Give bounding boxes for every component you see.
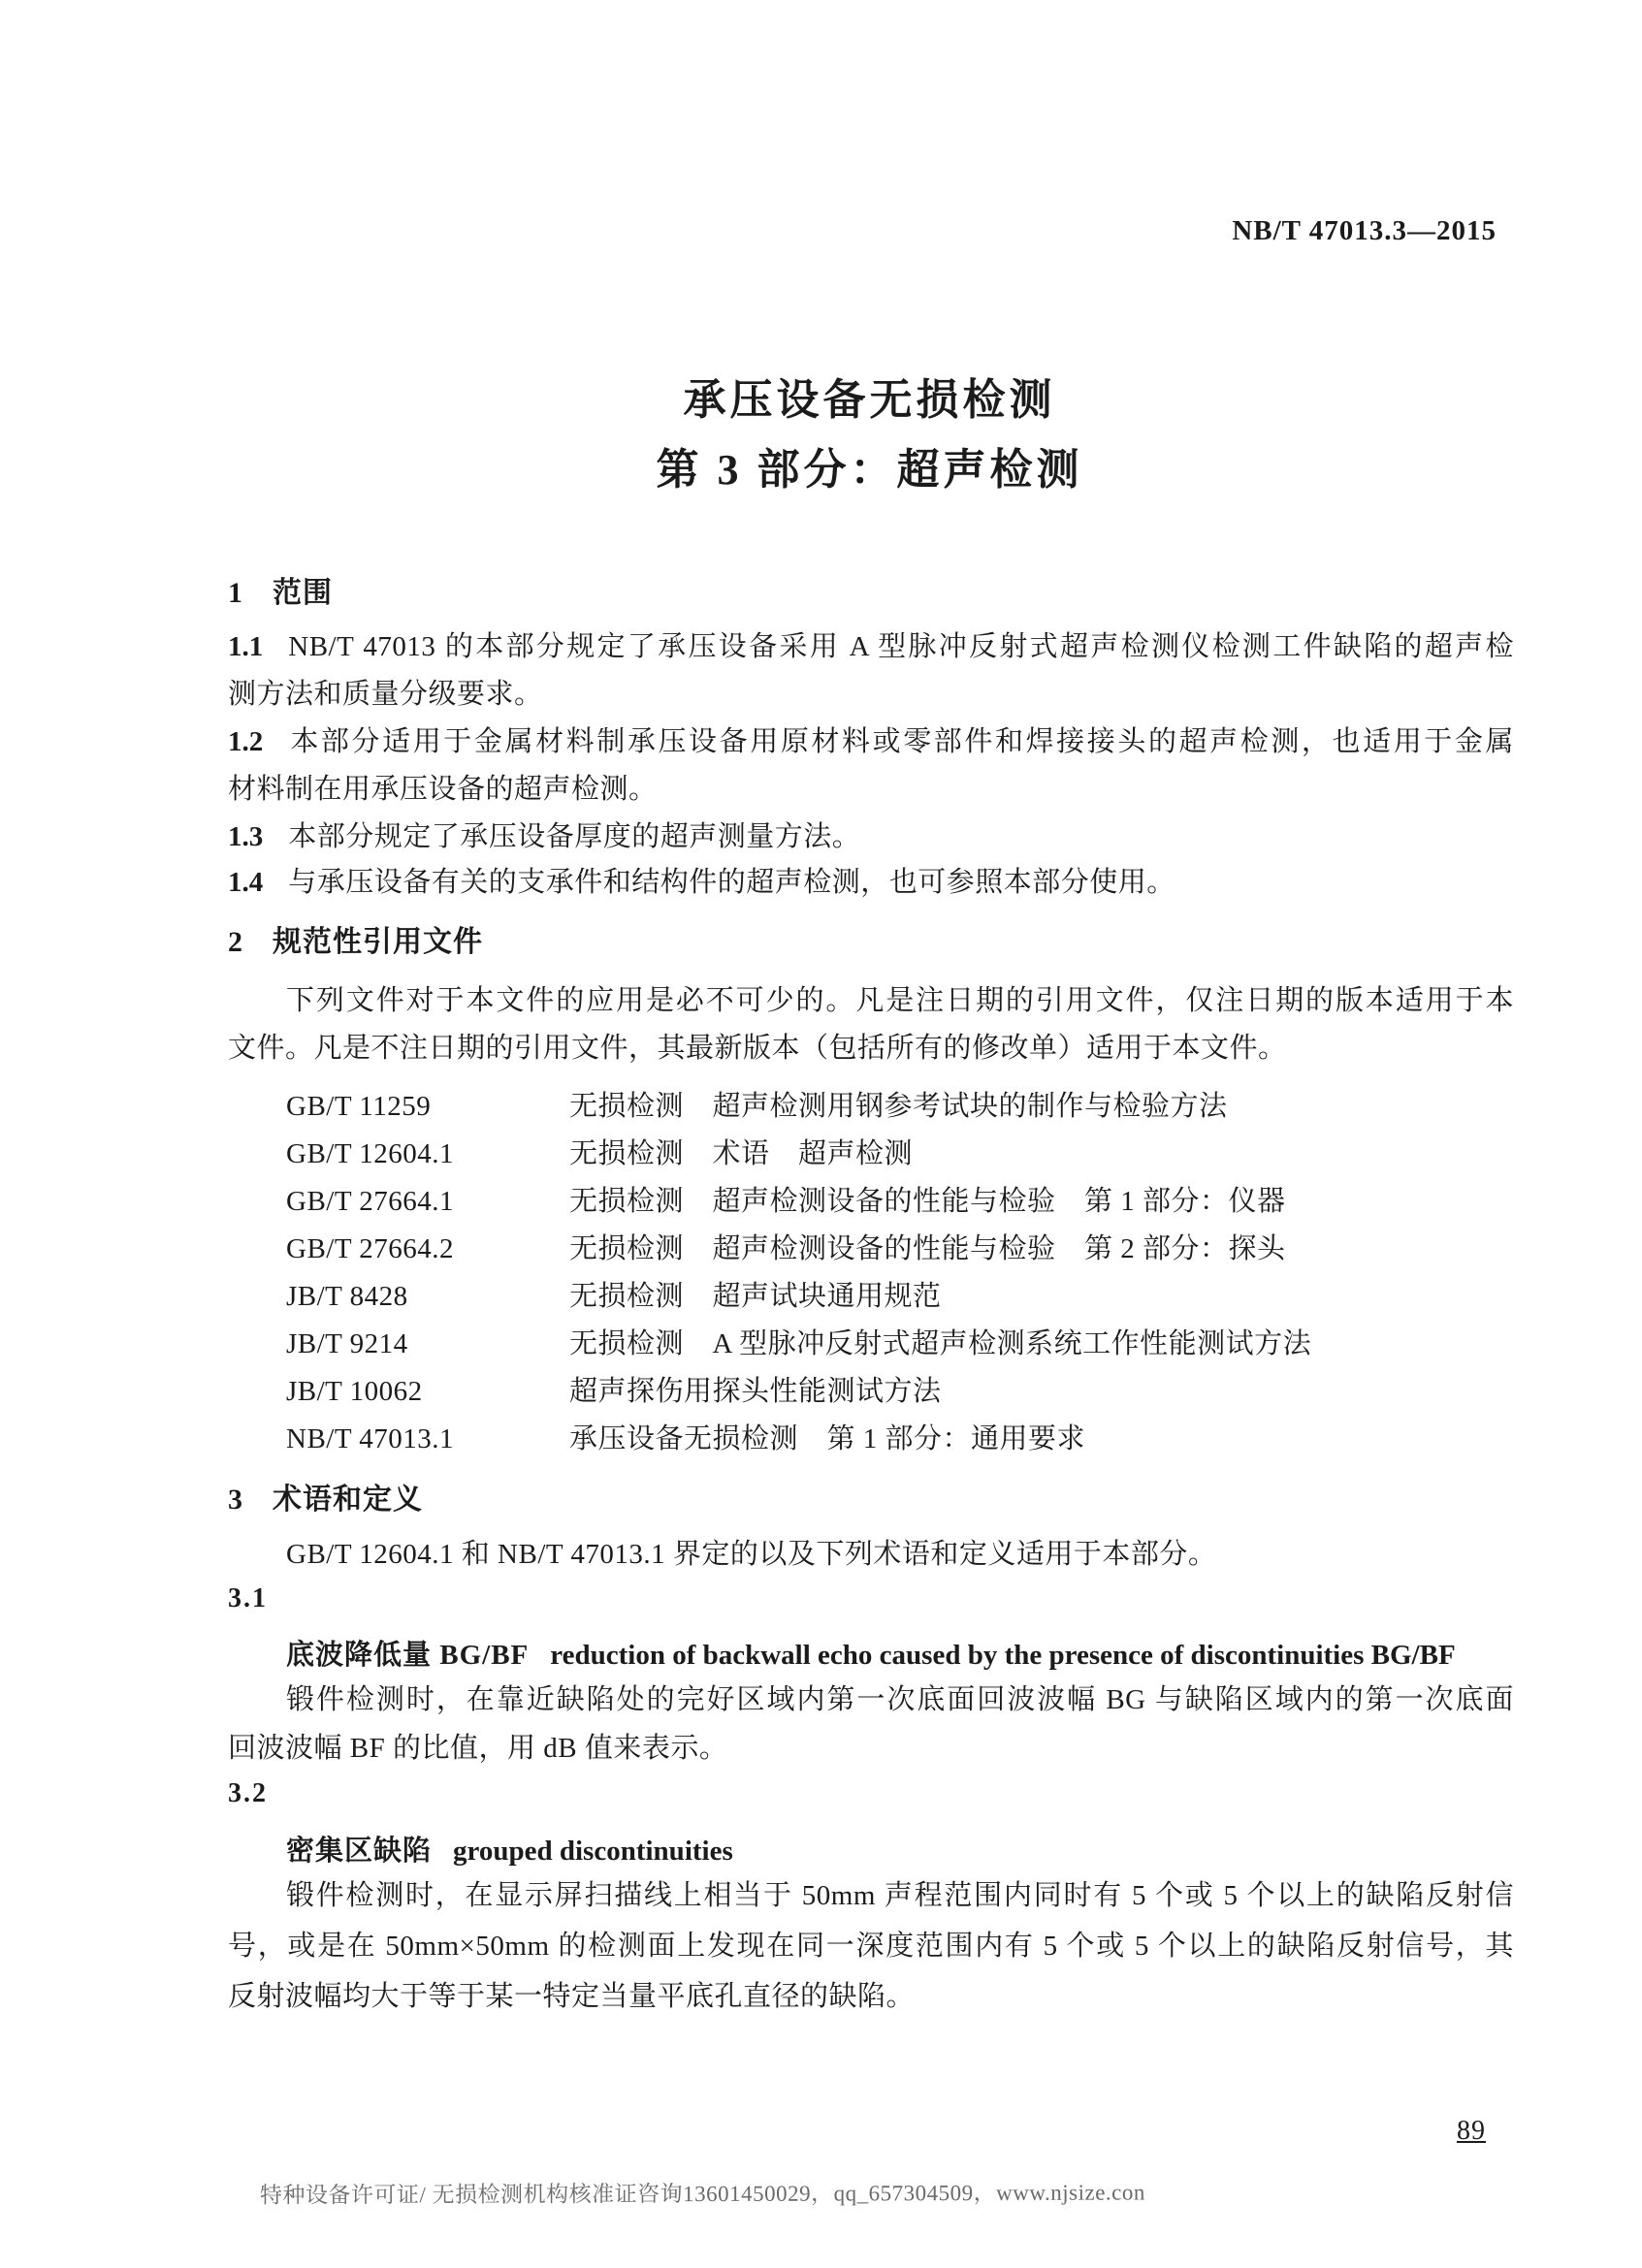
section-1-number: 1 bbox=[228, 577, 243, 609]
reference-title: 无损检测 超声试块通用规范 bbox=[569, 1281, 942, 1312]
term-3-2-number: 3.2 bbox=[228, 1778, 268, 1808]
clause-1-1-line-2: 测方法和质量分级要求。 bbox=[228, 679, 543, 710]
clause-1-1-number: 1.1 bbox=[228, 631, 264, 662]
reference-title: 无损检测 超声检测用钢参考试块的制作与检验方法 bbox=[569, 1091, 1228, 1122]
reference-code: JB/T 10062 bbox=[286, 1376, 423, 1407]
term-3-2-definition-line-1: 锻件检测时，在显示屏扫描线上相当于 50mm 声程范围内同时有 5 个或 5 个以上的缺陷反射信 bbox=[286, 1880, 1514, 1911]
term-3-2-definition-line-2: 号，或是在 50mm×50mm 的检测面上发现在同一深度范围内有 5 个或 5 个以上的缺陷反射信号，其 bbox=[228, 1931, 1514, 1962]
reference-code: GB/T 11259 bbox=[286, 1091, 432, 1122]
reference-title: 承压设备无损检测 第 1 部分：通用要求 bbox=[569, 1423, 1086, 1454]
reference-title: 超声探伤用探头性能测试方法 bbox=[569, 1376, 942, 1407]
term-3-2-title bbox=[286, 1829, 1514, 1873]
clause-1-2-line-2: 材料制在用承压设备的超声检测。 bbox=[228, 774, 658, 805]
clause-1-1-text: NB/T 47013 的本部分规定了承压设备采用 A 型脉冲反射式超声检测仪检测工件缺陷的超声检 bbox=[288, 631, 1514, 662]
reference-item bbox=[286, 1369, 1518, 1414]
clause-1-2-number: 1.2 bbox=[228, 726, 264, 757]
reference-code: JB/T 9214 bbox=[286, 1328, 408, 1359]
clause-1-3-number: 1.3 bbox=[228, 821, 264, 852]
reference-item bbox=[286, 1227, 1518, 1271]
reference-title: 无损检测 术语 超声检测 bbox=[569, 1138, 914, 1169]
reference-item bbox=[286, 1132, 1518, 1176]
section-3-heading bbox=[228, 1475, 423, 1517]
section-1-title: 范围 bbox=[273, 577, 333, 609]
section-3-title: 术语和定义 bbox=[273, 1484, 423, 1516]
term-3-1-title bbox=[286, 1633, 1514, 1677]
reference-item bbox=[286, 1274, 1518, 1319]
reference-item bbox=[286, 1417, 1518, 1461]
reference-item bbox=[286, 1322, 1518, 1366]
reference-code: GB/T 27664.1 bbox=[286, 1186, 455, 1217]
section-2-intro-line-2: 文件。凡是不注日期的引用文件，其最新版本（包括所有的修改单）适用于本文件。 bbox=[228, 1033, 1287, 1064]
reference-title: 无损检测 超声检测设备的性能与检验 第 1 部分：仪器 bbox=[569, 1186, 1286, 1217]
term-3-1-definition-line-1: 锻件检测时，在靠近缺陷处的完好区域内第一次底面回波波幅 BG 与缺陷区域内的第一次底面 bbox=[286, 1684, 1514, 1715]
clause-1-4-text: 与承压设备有关的支承件和结构件的超声检测，也可参照本部分使用。 bbox=[288, 867, 1175, 898]
standard-code: NB/T 47013.3—2015 bbox=[1232, 215, 1497, 246]
document-title: 承压设备无损检测 bbox=[683, 376, 1056, 424]
reference-code: JB/T 8428 bbox=[286, 1281, 408, 1312]
section-3-number: 3 bbox=[228, 1484, 243, 1516]
section-2-title: 规范性引用文件 bbox=[273, 926, 483, 958]
term-3-1-english: reduction of backwall echo caused by the presence of discontinuities BG/BF bbox=[550, 1640, 1456, 1671]
section-2-heading bbox=[228, 917, 483, 960]
section-1-heading bbox=[228, 568, 333, 611]
clause-1-2-line-1 bbox=[228, 723, 1514, 768]
reference-code: GB/T 12604.1 bbox=[286, 1138, 455, 1169]
reference-code: GB/T 27664.2 bbox=[286, 1233, 455, 1264]
term-3-1-chinese: 底波降低量 BG/BF bbox=[286, 1640, 530, 1671]
term-3-2-chinese: 密集区缺陷 bbox=[286, 1836, 433, 1867]
term-3-1-definition-line-2: 回波波幅 BF 的比值，用 dB 值来表示。 bbox=[228, 1733, 728, 1764]
section-2-intro-line-1: 下列文件对于本文件的应用是必不可少的。凡是注日期的引用文件，仅注日期的版本适用于本 bbox=[286, 985, 1514, 1016]
reference-item bbox=[286, 1179, 1518, 1224]
clause-1-3-text: 本部分规定了承压设备厚度的超声测量方法。 bbox=[288, 821, 861, 852]
clause-1-4-line-1 bbox=[228, 864, 1514, 909]
clause-1-1-line-1 bbox=[228, 628, 1514, 673]
page-number: 89 bbox=[1457, 2116, 1486, 2146]
reference-title: 无损检测 超声检测设备的性能与检验 第 2 部分：探头 bbox=[569, 1233, 1286, 1264]
term-3-1-number: 3.1 bbox=[228, 1583, 268, 1613]
section-3-intro: GB/T 12604.1 和 NB/T 47013.1 界定的以及下列术语和定义适用于本部分。 bbox=[286, 1539, 1217, 1570]
reference-title: 无损检测 A 型脉冲反射式超声检测系统工作性能测试方法 bbox=[569, 1328, 1312, 1359]
section-2-number: 2 bbox=[228, 926, 243, 958]
reference-code: NB/T 47013.1 bbox=[286, 1423, 455, 1454]
clause-1-3-line-1 bbox=[228, 818, 1514, 863]
term-3-2-english: grouped discontinuities bbox=[453, 1836, 733, 1867]
reference-item bbox=[286, 1084, 1518, 1129]
clause-1-2-text: 本部分适用于金属材料制承压设备用原材料或零部件和焊接接头的超声检测，也适用于金属 bbox=[288, 726, 1514, 757]
footer-watermark: 特种设备许可证/ 无损检测机构核准证咨询13601450029，qq_657304509，www.njsize.con bbox=[259, 2180, 1145, 2208]
document-subtitle: 第 3 部分：超声检测 bbox=[656, 446, 1083, 494]
clause-1-4-number: 1.4 bbox=[228, 867, 264, 898]
term-3-2-definition-line-3: 反射波幅均大于等于某一特定当量平底孔直径的缺陷。 bbox=[228, 1981, 916, 2012]
